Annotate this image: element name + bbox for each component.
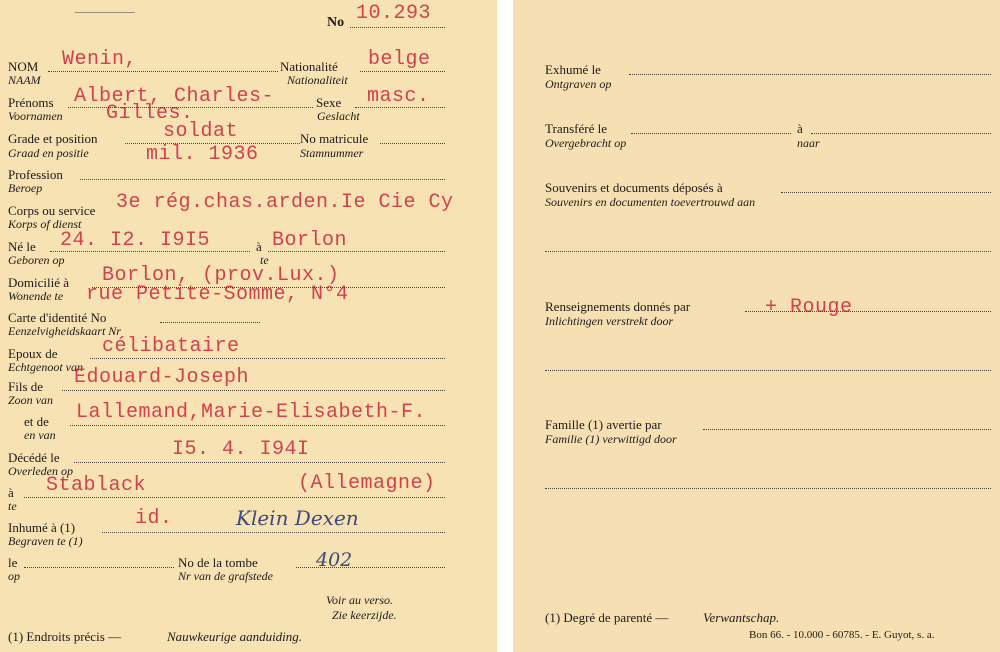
domicile-value-2: rue Petite-Somme, N°4: [86, 283, 349, 306]
tombe-label: No de la tombe: [178, 555, 258, 570]
fils-label: Fils de: [8, 379, 44, 394]
et-de-value: Lallemand,Marie-Elisabeth-F.: [76, 401, 427, 424]
nationalite-label: Nationalité: [280, 59, 338, 74]
geslacht-label: Geslacht: [317, 109, 360, 123]
printer-mark: Bon 66. - 10.000 - 60785. - E. Guyot, s. a.: [749, 629, 935, 641]
grafstede-label: Nr van de grafstede: [178, 569, 273, 583]
domicile-label: Domicilié à: [8, 275, 70, 290]
degre-label: (1) Degré de parenté —: [545, 610, 669, 625]
wonende-label: Wonende te: [8, 289, 64, 303]
epoux-label: Epoux de: [8, 346, 58, 361]
decede-label: Décédé le: [8, 450, 60, 465]
decede-value: I5. 4. I94I: [172, 438, 310, 461]
stamnummer-label: Stamnummer: [300, 146, 364, 160]
grade-value: soldat: [163, 120, 239, 143]
korps-label: Korps of dienst: [8, 217, 82, 231]
decede-a-label: à: [8, 485, 14, 500]
overgebracht-label: Overgebracht op: [545, 136, 627, 150]
begraven-label: Begraven te (1): [8, 534, 83, 548]
verso-fr: Voir au verso.: [326, 593, 393, 607]
footnote-nl: Nauwkeurige aanduiding.: [167, 629, 303, 644]
carte-label: Carte d'identité No: [8, 310, 107, 325]
grade-label: Grade et position: [8, 131, 98, 146]
tombe-handwritten: 402: [316, 549, 353, 571]
nationalite-value: belge: [368, 48, 431, 71]
verso-nl: Zie keerzijde.: [332, 608, 397, 622]
nom-label: NOM: [8, 59, 39, 74]
decede-a-country: (Allemagne): [298, 472, 436, 495]
souvenirs-label: Souvenirs et documents déposés à: [545, 180, 723, 195]
op-label: op: [8, 569, 20, 583]
le-label: le: [8, 555, 18, 570]
ontgraven-label: Ontgraven op: [545, 77, 612, 91]
overleden-label: Overleden op: [8, 464, 73, 478]
domicile-value: Borlon, (prov.Lux.): [102, 264, 340, 287]
verwantschap-label: Verwantschap.: [703, 610, 780, 625]
nationaliteit-label: Nationaliteit: [287, 73, 348, 87]
eenzelvigheid-label: Eenzelvigheidskaart Nr: [8, 324, 121, 338]
grade-value-2: mil. 1936: [146, 143, 259, 166]
geboren-label: Geboren op: [8, 253, 65, 267]
renseignements-label: Renseignements donnés par: [545, 299, 691, 314]
faded-mark: [75, 12, 135, 13]
nom-value: Wenin,: [62, 48, 138, 71]
exhume-label: Exhumé le: [545, 62, 601, 77]
souvenirs-nl-label: Souvenirs en documenten toevertrouwd aan: [545, 195, 756, 209]
corps-label: Corps ou service: [8, 203, 96, 218]
footnote-fr: (1) Endroits précis —: [8, 629, 122, 644]
echtgenoot-label: Echtgenoot van: [8, 360, 83, 374]
sexe-label: Sexe: [316, 95, 342, 110]
transfere-label: Transféré le: [545, 121, 607, 136]
renseignements-value: + Rouge: [765, 296, 853, 319]
prenoms-value-2: Gilles.: [106, 102, 194, 125]
beroep-label: Beroep: [8, 181, 43, 195]
ne-a-label: à: [256, 239, 262, 254]
decede-a-value: Stablack: [46, 474, 147, 497]
zoon-label: Zoon van: [8, 393, 53, 407]
no-value: 10.293: [356, 2, 432, 25]
ne-a-value: Borlon: [272, 229, 348, 252]
inlichtingen-label: Inlichtingen verstrekt door: [545, 314, 674, 328]
famille-label: Famille (1) avertie par: [545, 417, 662, 432]
fils-value: Edouard-Joseph: [74, 366, 250, 389]
ne-le-value: 24. I2. I9I5: [60, 229, 211, 252]
back-card: [513, 0, 1000, 652]
te-label: te: [260, 253, 269, 267]
naam-label: NAAM: [8, 73, 41, 87]
voornamen-label: Voornamen: [8, 109, 63, 123]
familie-label: Familie (1) verwittigd door: [545, 432, 677, 446]
naar-label: naar: [797, 136, 820, 150]
inhume-label: Inhumé à (1): [8, 520, 76, 535]
prenoms-value: Albert, Charles-: [74, 85, 275, 108]
transfere-a-label: à: [797, 121, 803, 136]
decede-te-label: te: [8, 499, 17, 513]
epoux-value: célibataire: [102, 335, 240, 358]
graad-label: Graad en positie: [8, 146, 89, 160]
en-van-label: en van: [24, 428, 56, 442]
inhume-value: id.: [135, 507, 173, 530]
ne-le-label: Né le: [8, 239, 36, 254]
corps-value: 3e rég.chas.arden.Ie Cie Cy: [116, 191, 454, 214]
front-card: [0, 0, 497, 652]
matricule-label: No matricule: [300, 131, 369, 146]
profession-label: Profession: [8, 167, 63, 182]
sexe-value: masc.: [367, 85, 430, 108]
no-label: No: [327, 15, 345, 30]
et-de-label: et de: [24, 414, 49, 429]
inhume-handwritten: Klein Dexen: [236, 506, 359, 530]
prenoms-label: Prénoms: [8, 95, 54, 110]
